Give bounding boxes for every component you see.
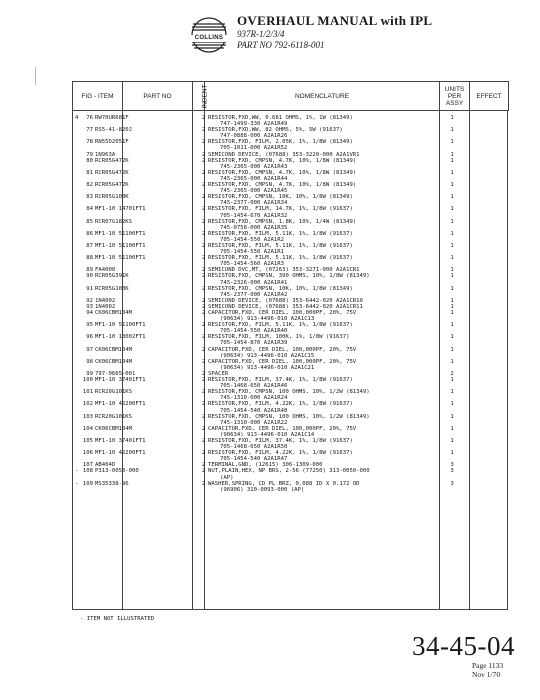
units-cell: 1 bbox=[450, 115, 454, 121]
nomenclature-cell: SEMICOND DEVICE, (07688) 353-3220-000 A2A1VR1 bbox=[208, 151, 360, 158]
part-number-cell: RCR05G472K bbox=[95, 157, 129, 164]
item-number: 101 bbox=[82, 389, 93, 396]
indent-cell: 2 bbox=[202, 346, 206, 353]
item-number: 76 bbox=[86, 115, 93, 121]
nomenclature-continuation: (96906) 310-0093-000 (AP) bbox=[220, 486, 305, 493]
section-number: 34-45-04 bbox=[412, 631, 515, 661]
nomenclature-cell: SPACER bbox=[208, 370, 229, 377]
item-number: 100 bbox=[82, 377, 93, 384]
nomenclature-continuation: (90634) 913-4496-010 A2A1C15 bbox=[220, 352, 315, 359]
part-number-cell: RCR05G472K bbox=[95, 169, 129, 176]
nomenclature-cell: RESISTOR,FXD, CMPSN, 10K, 10%, 1/8W (81349) bbox=[208, 194, 353, 201]
page-date: Nov 1/70 bbox=[472, 670, 501, 679]
item-number: 82 bbox=[86, 182, 93, 189]
part-number-cell: MF1-10 14701FT1 bbox=[95, 206, 146, 213]
footnote: - ITEM NOT ILLUSTRATED bbox=[80, 616, 155, 622]
units-cell: 1 bbox=[450, 218, 454, 225]
units-cell: 1 bbox=[450, 273, 454, 280]
indent-cell: 2 bbox=[202, 480, 206, 487]
item-number: 97 bbox=[86, 346, 93, 353]
indent-cell: 2 bbox=[202, 194, 206, 201]
nomenclature-cell: TERMINAL,GND, (12615) 306-1309-000 bbox=[208, 462, 323, 469]
indent-cell: 2 bbox=[202, 157, 206, 164]
indent-cell: 2 bbox=[202, 377, 206, 384]
nomenclature-continuation: 745-2377-000 A2A1R42 bbox=[220, 291, 288, 298]
item-marker: - bbox=[75, 468, 79, 475]
indent-cell: 2 bbox=[202, 425, 206, 432]
item-number: 103 bbox=[82, 413, 93, 420]
indent-cell: 2 bbox=[202, 437, 206, 444]
units-cell: 1 bbox=[450, 303, 454, 310]
indent-cell: 2 bbox=[202, 255, 206, 262]
units-cell: 1 bbox=[450, 242, 454, 249]
page-number: Page 1133 bbox=[472, 661, 504, 670]
indent-cell: 2 bbox=[202, 450, 206, 457]
part-number-cell: RW70UR681F bbox=[95, 115, 129, 121]
indent-cell: 2 bbox=[202, 370, 206, 377]
item-number: 108 bbox=[82, 468, 93, 475]
indent-cell: 2 bbox=[202, 242, 206, 249]
indent-cell: 2 bbox=[202, 303, 206, 310]
nomenclature-cell: NUT,PLAIN,HEX, NP BRS, 2-56 (77250) 313-0050-000 bbox=[208, 468, 370, 475]
page-label bbox=[472, 661, 503, 679]
indent-cell: 2 bbox=[202, 310, 206, 316]
units-cell: 2 bbox=[450, 370, 454, 377]
units-cell: 1 bbox=[450, 255, 454, 262]
part-number-cell: AB404D bbox=[95, 462, 116, 469]
units-cell: 1 bbox=[450, 285, 454, 292]
indent-cell: 2 bbox=[202, 285, 206, 292]
nomenclature-continuation: 705-1454-550 A2A1R2 bbox=[220, 236, 284, 243]
nomenclature-continuation: 705-1454-540 A2A1R47 bbox=[220, 456, 288, 463]
indent-cell: 2 bbox=[202, 230, 206, 237]
nomenclature-cell: RESISTOR,FXD, CMPSN, 10K, 10%, 1/8W (81349) bbox=[208, 285, 353, 292]
part-number-cell: CK06CBM104M bbox=[95, 425, 133, 432]
indent-cell: 2 bbox=[202, 151, 206, 158]
col-part-no: PART NO bbox=[123, 82, 193, 111]
part-number-cell: MF1-10 42200FT1 bbox=[95, 401, 146, 408]
nomenclature-cell: RESISTOR,FXD, CMPSN, 4.7K, 10%, 1/8W (81349) bbox=[208, 157, 357, 164]
units-cell: 1 bbox=[450, 267, 454, 274]
nomenclature-cell: CAPACITOR,FXD, CER DIEL, 100,000PF, 20%, 75V bbox=[208, 425, 357, 432]
item-number: 99 bbox=[86, 370, 93, 377]
indent-cell: 2 bbox=[202, 462, 206, 469]
units-cell: 1 bbox=[450, 157, 454, 164]
nomenclature-cell: SEMICOND DVC,MT, (07263) 353-3271-000 A2A1CR1 bbox=[208, 267, 360, 274]
units-cell: 1 bbox=[450, 377, 454, 384]
nomenclature-cell: RESISTOR,FXD, CMPSN, 4.7K, 10%, 1/8W (81349) bbox=[208, 182, 357, 189]
nomenclature-continuation: 705-1468-650 A2A1R50 bbox=[220, 444, 288, 451]
indent-cell: 2 bbox=[202, 413, 206, 420]
item-number: 96 bbox=[86, 334, 93, 341]
item-number: 90 bbox=[86, 273, 93, 280]
units-cell: 1 bbox=[450, 437, 454, 444]
nomenclature-cell: RESISTOR,FXD, CMPSN, 390 OHMS, 10%, 1/8W (81349) bbox=[208, 273, 370, 280]
nomenclature-continuation: 705-1454-540 A2A1R48 bbox=[220, 407, 288, 414]
col-fig-item: FIG - ITEM bbox=[73, 82, 123, 111]
nomenclature-cell: RESISTOR,FXD, FILM, 100K, 1%, 1/8W (91637) bbox=[208, 334, 350, 341]
nomenclature-cell: RESISTOR,FXD, CMPSN, 100 OHMS, 10%, 1/2W (81349) bbox=[208, 389, 370, 396]
nomenclature-continuation: (90634) 913-4496-010 A2A1C14 bbox=[220, 431, 315, 438]
nomenclature-continuation: 745-2377-000 A2A1R34 bbox=[220, 200, 288, 207]
col-nomenclature: NOMENCLATURE bbox=[205, 82, 440, 111]
units-cell: 1 bbox=[450, 413, 454, 420]
part-number-cell: RCR05G391K bbox=[95, 273, 129, 280]
part-number-cell: RCR05G472K bbox=[95, 182, 129, 189]
part-number-cell: MF1-10 10002FT1 bbox=[95, 334, 146, 341]
nomenclature-continuation: 705-1468-650 A2A1R46 bbox=[220, 383, 288, 390]
part-number-cell: CK06CBM104M bbox=[95, 358, 133, 365]
item-number: 92 bbox=[86, 297, 93, 304]
item-number: 87 bbox=[86, 242, 93, 249]
units-cell: 1 bbox=[450, 389, 454, 396]
units-cell: 1 bbox=[450, 151, 454, 158]
item-number: 104 bbox=[82, 425, 93, 432]
item-number: 89 bbox=[86, 267, 93, 274]
nomenclature-cell: RESISTOR,FXD, FILM, 14.7K, 1%, 1/8W (91637) bbox=[208, 206, 353, 213]
nomenclature-cell: RESISTOR,FXD, FILM, 5.11K, 1%, 1/8W (91637) bbox=[208, 255, 353, 262]
nomenclature-cell: RESISTOR,FXD, FILM, 37.4K, 1%, 1/8W (91637) bbox=[208, 377, 353, 384]
item-number: 102 bbox=[82, 401, 93, 408]
part-number-cell: CK06CBM104M bbox=[95, 346, 133, 353]
part-number-cell: RS5-41-820J bbox=[95, 127, 133, 134]
units-cell: 1 bbox=[450, 358, 454, 365]
part-number-cell: RCR20G101KS bbox=[95, 389, 133, 396]
item-number: 83 bbox=[86, 194, 93, 201]
units-cell: 1 bbox=[450, 310, 454, 316]
nomenclature-continuation: 745-2326-000 A2A1R41 bbox=[220, 279, 288, 286]
parts-table-body bbox=[72, 111, 508, 610]
model-number: 937R-1/2/3/4 bbox=[237, 29, 285, 39]
nomenclature-cell: RESISTOR,FXD, CMPSN, 4.7K, 10%, 1/8W (81349) bbox=[208, 169, 357, 176]
part-number-cell: P313-0050-000 bbox=[95, 468, 139, 475]
part-number-cell: 1N963A bbox=[95, 151, 116, 158]
indent-cell: 2 bbox=[202, 182, 206, 189]
units-cell: 1 bbox=[450, 334, 454, 341]
part-number-cell: MF1-10 42200FT1 bbox=[95, 450, 146, 457]
nomenclature-cell: CAPACITOR,FXD, CER DIEL, 100,000PF, 20%, 75V bbox=[208, 310, 357, 316]
part-number-cell: MF1-10 51100FT1 bbox=[95, 255, 146, 262]
nomenclature-cell: RESISTOR,FXD, FILM, 5.11K, 1%, 1/8W (91637) bbox=[208, 242, 353, 249]
page-edge-mark bbox=[35, 66, 40, 86]
part-number-cell: MF1-10 37401FT1 bbox=[95, 377, 146, 384]
nomenclature-continuation: 705-1454-550 A2A1R1 bbox=[220, 249, 284, 256]
nomenclature-continuation: 705-1011-000 A2A1R52 bbox=[220, 145, 288, 152]
units-cell: 1 bbox=[450, 297, 454, 304]
nomenclature-cell: RESISTOR,FXD,WW, 0.681 OHMS, 1%, 1W (81349) bbox=[208, 115, 353, 121]
units-cell: 1 bbox=[450, 182, 454, 189]
item-number: 93 bbox=[86, 303, 93, 310]
col-units-per-assy: UNITS PER ASSY bbox=[440, 82, 470, 111]
indent-cell: 2 bbox=[202, 401, 206, 408]
nomenclature-cell: CAPACITOR,FXD, CER DIEL, 100,000PF, 20%, 75V bbox=[208, 346, 357, 353]
parts-table-header bbox=[72, 81, 509, 111]
item-marker: 4 bbox=[75, 115, 79, 121]
units-cell: 1 bbox=[450, 194, 454, 201]
nomenclature-cell: RESISTOR,FXD, FILM, 4.22K, 1%, 1/8W (91637) bbox=[208, 401, 353, 408]
part-number-cell: FA4000 bbox=[95, 267, 116, 274]
manual-title: OVERHAUL MANUAL with IPL bbox=[237, 13, 433, 28]
part-number-cell: RCR05G103K bbox=[95, 194, 129, 201]
part-number-cell: MF1-10 37401FT1 bbox=[95, 437, 146, 444]
indent-cell: 2 bbox=[202, 468, 206, 475]
item-number: 98 bbox=[86, 358, 93, 365]
nomenclature-cell: RESISTOR,FXD, FILM, 4.22K, 1%, 1/8W (91637) bbox=[208, 450, 353, 457]
units-cell: 1 bbox=[450, 206, 454, 213]
col-effect: EFFECT bbox=[470, 82, 509, 111]
nomenclature-continuation: 705-1454-670 A2A1R32 bbox=[220, 212, 288, 219]
item-number: 94 bbox=[86, 310, 93, 316]
indent-cell: 2 bbox=[202, 358, 206, 365]
units-cell: 1 bbox=[450, 450, 454, 457]
continuation-line bbox=[73, 487, 507, 493]
units-cell: 1 bbox=[450, 425, 454, 432]
nomenclature-continuation: 745-2365-000 A2A1R43 bbox=[220, 163, 288, 170]
item-number: 106 bbox=[82, 450, 93, 457]
indent-cell: 2 bbox=[202, 267, 206, 274]
indent-cell: 2 bbox=[202, 127, 206, 134]
nomenclature-cell: RESISTOR,FXD, FILM, 5.11K, 1%, 1/8W (91637) bbox=[208, 230, 353, 237]
nomenclature-cell: SEMICOND DEVICE, (07688) 353-6442-020 A2A1CR11 bbox=[208, 303, 363, 310]
nomenclature-continuation: 705-1454-550 A2A1R40 bbox=[220, 328, 288, 335]
item-number: 77 bbox=[86, 127, 93, 134]
item-number: 79 bbox=[86, 151, 93, 158]
indent-cell: 2 bbox=[202, 218, 206, 225]
indent-cell: 2 bbox=[202, 115, 206, 121]
indent-cell: 2 bbox=[202, 206, 206, 213]
nomenclature-continuation: 745-0758-000 A2A1R35 bbox=[220, 224, 288, 231]
part-number-cell: MF1-10 51100FT1 bbox=[95, 322, 146, 329]
nomenclature-continuation: (90634) 913-4496-010 A2A1C13 bbox=[220, 316, 315, 323]
nomenclature-cell: RESISTOR,FXD,WW, 82 OHMS, 5%, 5W (91637) bbox=[208, 127, 343, 134]
nomenclature-continuation: (AP) bbox=[220, 474, 234, 481]
part-number-cell: 1N4002 bbox=[95, 303, 116, 310]
nomenclature-continuation: 705-1454-560 A2A1R3 bbox=[220, 261, 284, 268]
nomenclature-cell: RESISTOR,FXD, FILM, 5.11K, 1%, 1/8W (91637) bbox=[208, 322, 353, 329]
units-cell: 3 bbox=[450, 468, 454, 475]
units-cell: 3 bbox=[450, 462, 454, 469]
nomenclature-cell: SEMICOND DEVICE, (07688) 353-6442-020 A2A1CR10 bbox=[208, 297, 363, 304]
units-cell: 1 bbox=[450, 139, 454, 146]
part-number-cell: 1N4002 bbox=[95, 297, 116, 304]
part-number-cell: CK06CBM104M bbox=[95, 310, 133, 316]
units-cell: 1 bbox=[450, 322, 454, 329]
part-number-cell: MS35338-96 bbox=[95, 480, 129, 487]
nomenclature-continuation: (90634) 913-4496-010 A2A1C21 bbox=[220, 364, 315, 371]
indent-cell: 2 bbox=[202, 169, 206, 176]
nomenclature-continuation: 745-2365-000 A2A1R44 bbox=[220, 175, 288, 182]
nomenclature-cell: RESISTOR,FXD, FILM, 37.4K, 1%, 1/8W (91637) bbox=[208, 437, 353, 444]
nomenclature-cell: RESISTOR,FXD, FILM, 2.05K, 1%, 1/8W (81349) bbox=[208, 139, 353, 146]
indent-cell: 2 bbox=[202, 139, 206, 146]
part-number-cell: 797-0665-001 bbox=[95, 370, 136, 377]
indent-cell: 2 bbox=[202, 322, 206, 329]
col-indent: INDENT bbox=[193, 82, 205, 111]
part-number-cell: RCR20G101KS bbox=[95, 413, 133, 420]
item-number: 91 bbox=[86, 285, 93, 292]
units-cell: 3 bbox=[450, 480, 454, 487]
nomenclature-cell: RESISTOR,FXD, CMPSN, 1.8K, 10%, 1/4W (81349) bbox=[208, 218, 357, 225]
nomenclature-continuation: 705-1454-870 A2A1R39 bbox=[220, 340, 288, 347]
part-number-cell: RCR07G182KS bbox=[95, 218, 133, 225]
part-number-cell: RN55D2051F bbox=[95, 139, 129, 146]
nomenclature-continuation: 745-2365-000 A2A1R45 bbox=[220, 188, 288, 195]
manual-header bbox=[237, 13, 432, 51]
item-number: 80 bbox=[86, 157, 93, 164]
item-number: 95 bbox=[86, 322, 93, 329]
units-cell: 1 bbox=[450, 169, 454, 176]
units-cell: 1 bbox=[450, 230, 454, 237]
indent-cell: 2 bbox=[202, 297, 206, 304]
nomenclature-continuation: 745-1310-000 A2A1R24 bbox=[220, 395, 288, 402]
part-number-cell: MF1-10 51100FT1 bbox=[95, 230, 146, 237]
part-number-cell: RCR05G103K bbox=[95, 285, 129, 292]
indent-cell: 2 bbox=[202, 273, 206, 280]
item-number: 109 bbox=[82, 480, 93, 487]
item-number: 85 bbox=[86, 218, 93, 225]
units-cell: 1 bbox=[450, 127, 454, 134]
units-cell: 1 bbox=[450, 346, 454, 353]
part-number-cell: MF1-10 51100FT1 bbox=[95, 242, 146, 249]
nomenclature-cell: RESISTOR,FXD, CMPSN, 100 OHMS, 10%, 1/2W (81349) bbox=[208, 413, 370, 420]
nomenclature-cell: WASHER,SPRING, CD PL BRZ, 0.088 ID X 0.172 OD bbox=[208, 480, 360, 487]
indent-cell: 2 bbox=[202, 389, 206, 396]
nomenclature-continuation: 745-1310-000 A2A1R22 bbox=[220, 419, 288, 426]
item-number: 86 bbox=[86, 230, 93, 237]
logo-text: COLLINS bbox=[185, 35, 233, 42]
nomenclature-continuation: 747-1499-330 A2A1R49 bbox=[220, 121, 288, 128]
item-number: 84 bbox=[86, 206, 93, 213]
item-number: 105 bbox=[82, 437, 93, 444]
item-marker: - bbox=[75, 480, 79, 487]
item-number: 88 bbox=[86, 255, 93, 262]
nomenclature-cell: CAPACITOR,FXD, CER DIEL, 100,000PF, 20%, 75V bbox=[208, 358, 357, 365]
part-number: PART NO 792-6118-001 bbox=[237, 40, 325, 50]
item-number: 107 bbox=[82, 462, 93, 469]
item-number: 81 bbox=[86, 169, 93, 176]
indent-cell: 2 bbox=[202, 334, 206, 341]
nomenclature-continuation: 747-0888-000 A2A1R26 bbox=[220, 133, 288, 140]
units-cell: 1 bbox=[450, 401, 454, 408]
item-number: 78 bbox=[86, 139, 93, 146]
